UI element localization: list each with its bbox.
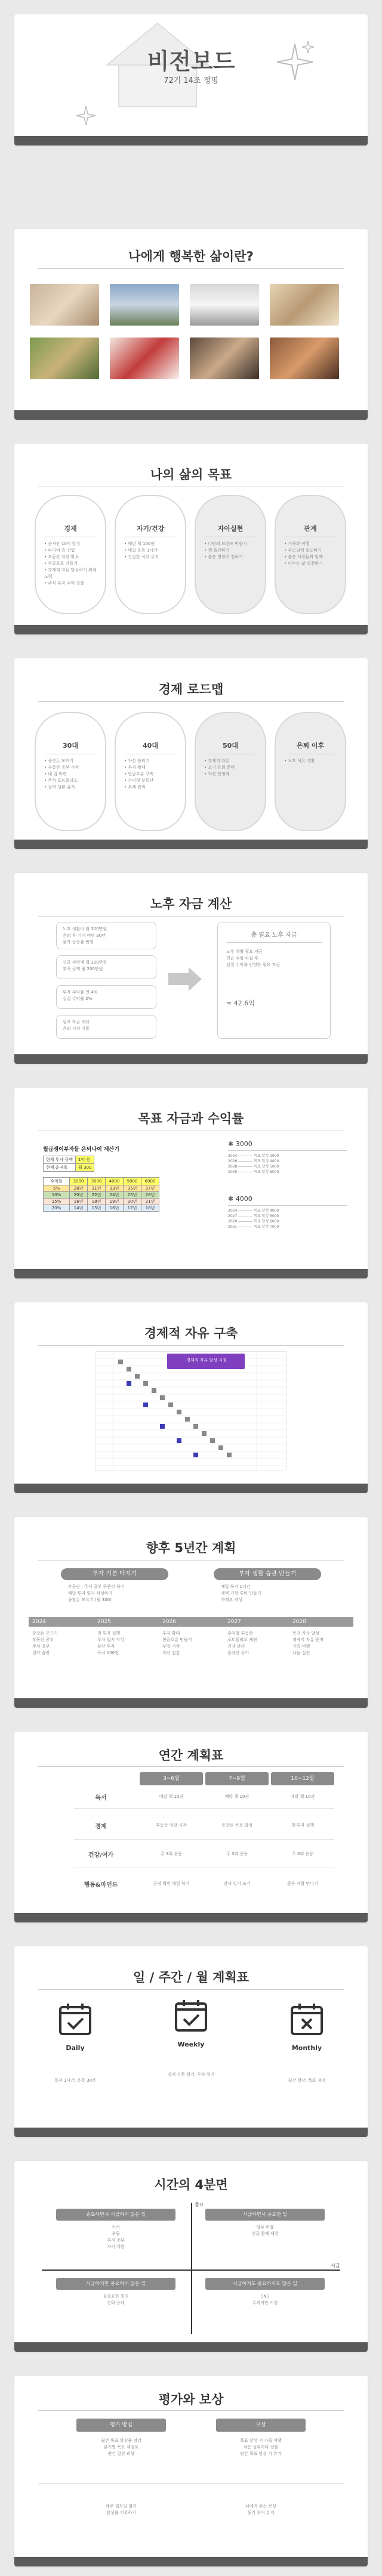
quadrant-slide [14, 2161, 368, 2352]
daily-label: Daily [66, 2044, 85, 2052]
cover-subtitle: 72기 14조 정명 [164, 76, 218, 85]
reward-bottom-left: 매주 일요일 평가 달성률 기록하기 [106, 2504, 137, 2515]
retire-input-box: 투자 수익률 연 4% 실질 수익률 2% [56, 985, 156, 1009]
happy-slide [14, 229, 368, 420]
roadmap-card-retire: 은퇴 이후 • 노후 여유 생활 [275, 712, 346, 831]
divider [38, 1989, 344, 1990]
col-header: 10~12월 [271, 1772, 334, 1785]
car-photo [190, 284, 259, 326]
schedule-slide: 일 / 주간 / 월 계획표 Daily Weekly Monthly 독서 1시간, 운동 30분 경제 신문 읽기, 투자 일지 월간 결산, 목표 점검 [14, 1946, 368, 2137]
retire-slide [14, 873, 368, 1064]
year-2024: 2024 종잣돈 모으기 부동산 공부 주식 공부 절약 습관 [32, 1619, 58, 1655]
divider [38, 916, 344, 917]
goal-card-self: 자아실현 • 나만의 브랜드 만들기 • 책 출간하기 • 좋은 영향력 전하기 [195, 495, 266, 614]
plan-chip-invest: 투자 기본 다지기 [61, 1568, 168, 1580]
rate-slide [14, 1088, 368, 1278]
section-title: 나에게 행복한 삶이란? [128, 249, 254, 264]
row-label: 독서 [95, 1795, 107, 1801]
q2-items: 업무 마감 긴급 문제 해결 [251, 2225, 279, 2236]
retire-input-box: 필요 자금 계산 은퇴 시점 기준 [56, 1015, 156, 1039]
goal-card-economy: 경제 • 순자산 10억 달성 • 파이어 족 진입 • 부동산 자산 확보 • 현금흐름 만들기 • 경제적 자유 달성하기 위해 노력 • 주식 투자 수익 창출 [35, 495, 106, 614]
y-axis [191, 2203, 192, 2334]
result-value: ≈ 42.6억 [226, 999, 255, 1007]
row-label: 건강/여가 [88, 1852, 114, 1859]
nature-photo [30, 338, 99, 379]
year-2026: 2026 투자 확대 현금흐름 만들기 부업 시작 자산 점검 [162, 1619, 192, 1655]
row-label: 경제 [95, 1823, 107, 1830]
reward-chip-reward: 보상 [216, 2419, 306, 2432]
year-2028: 2028 목표 자산 달성 경제적 자유 준비 가족 여행 나눔 실천 [292, 1619, 324, 1655]
cover-title: 비전보드 [147, 48, 235, 75]
goal-card-health: 자기/건강 • 매년 책 100권 • 매일 운동 1시간 • 건강한 식단 유지 [115, 495, 186, 614]
roadmap-card-40s: 40대 • 자산 불리기 • 투자 확대 • 현금흐름 구축 • 수익형 부동산 • 부채 관리 [115, 712, 186, 831]
footer-bar [14, 2557, 368, 2566]
section-title: 목표 자금과 수익률 [138, 1111, 244, 1126]
reward-bottom-right: 나에게 주는 보상 동기 부여 유지 [245, 2504, 276, 2515]
y-axis-label: 중요 [195, 2202, 204, 2207]
section-title: 시간의 4분면 [154, 2178, 228, 2192]
sparkle-icon [74, 104, 98, 128]
quadrant-chip: 시급하지만 중요하지 않은 일 [56, 2278, 175, 2290]
reward-chip-eval: 평가 방법 [76, 2419, 166, 2432]
footer-bar [14, 840, 368, 849]
footer-bar [14, 625, 368, 634]
divider [38, 268, 344, 269]
retire-input-box: 연금 수령액 월 100만원 부족 금액 월 200만원 [56, 955, 156, 979]
col-header: 3~6월 [140, 1772, 203, 1785]
footer-bar [14, 1913, 368, 1922]
rate-table: 수익률 2000 3000 4000 5000 6000 5% 28년 31년 33년 35년 37년 10% 20년 22년 24년 25년 26년 15% 16년 18년 19년 20년 21년 20% 14년 15년 16년 17년 18년 [43, 1177, 159, 1212]
calendar-check-icon [173, 1998, 209, 2033]
section-title: 향후 5년간 계획 [146, 1541, 236, 1555]
divider [38, 2410, 344, 2411]
quadrant-chip: 중요하면서 시급하지 않은 일 [56, 2209, 175, 2221]
arrow-right-icon [168, 967, 202, 991]
people-photo [190, 338, 259, 379]
footer-bar [14, 1698, 368, 1708]
footer-bar [14, 136, 368, 145]
input-table: 현재 투자 금액 1억 원 현재 순저축 월 300 [43, 1156, 94, 1172]
footer-bar [14, 1484, 368, 1493]
freedom-slide [14, 1302, 368, 1493]
meal-photo [270, 338, 339, 379]
travel-photo [110, 284, 179, 326]
plan-right-lines: 매일 독서 1시간 새벽 기상 루틴 만들기 가계부 작성 [221, 1584, 261, 1602]
target-3000: ✱ 3000 2024 ———— 목표 달성 3000 2026 ———— 목표 달성 4000 2028 ———— 목표 달성 5000 2030 ———— 목표 달성 6000 [228, 1140, 347, 1175]
family-photo [30, 284, 99, 326]
divider [38, 1766, 344, 1767]
roadmap-slide [14, 658, 368, 849]
reward-slide [14, 2376, 368, 2566]
section-title: 나의 삶의 목표 [150, 467, 232, 482]
plan-chip-habit: 부자 생활 습관 만들기 [214, 1568, 321, 1580]
retire-result-box: 총 필요 노후 자금 노후 생활 필요 자금 연금 수령 차감 후 실질 수익률 반영한 필요 자금 ≈ 42.6억 [217, 922, 331, 1039]
result-title: 총 필요 노후 자금 [251, 932, 297, 939]
retire-input-box: 노후 생활비 월 300만원 은퇴 후 기대 여명 30년 물가 상승률 반영 [56, 922, 156, 949]
divider [38, 1345, 344, 1346]
reward-right-lines: 목표 달성 시 가족 여행 작은 성취마다 선물 연간 목표 달성 시 휴가 [240, 2438, 282, 2456]
section-title: 일 / 주간 / 월 계획표 [133, 1970, 249, 1984]
section-title: 평가와 보상 [158, 2392, 224, 2407]
col-header: 7~9월 [205, 1772, 269, 1785]
roadmap-card-50s: 50대 • 경제적 자유 • 조기 은퇴 준비 • 자산 안정화 [195, 712, 266, 831]
annual-slide: 연간 계획표 3~6월 7~9월 10~12월 독서 매달 책 10권 매달 책 10권 매달 책 10권 경제 부동산 임장 시작 종잣돈 목표 달성 첫 투자 실행 건강/여가 주 3회 운동 주 3회 운동 주 3회 운동 행동&마인드 긍정 확언 매일 하기 감사 일기 쓰기 좋은 사람 만나기 [14, 1732, 368, 1922]
plan-left-lines: 부동산 · 주식 공부 꾸준히 하기 매달 투자 일지 작성하기 종잣돈 모으기 (월 300) [68, 1584, 125, 1602]
house-photo [270, 284, 339, 326]
reward-left-lines: 월간 목표 달성률 점검 분기별 목표 재검토 연간 결산 리뷰 [101, 2438, 141, 2456]
x-axis-label: 시급 [331, 2263, 340, 2268]
q4-items: SNS 무의미한 시청 [252, 2294, 278, 2305]
goal-card-relation: 관계 • 가족과 여행 • 부모님께 효도하기 • 좋은 사람들과 함께 • 나누는 삶 실천하기 [275, 495, 346, 614]
row-label: 행동&마인드 [84, 1882, 118, 1888]
calendar-check-icon [57, 2001, 93, 2037]
quadrant-chip: 시급하지도 중요하지도 않은 일 [205, 2278, 325, 2290]
section-title: 연간 계획표 [158, 1748, 224, 1763]
target-4000: ✱ 4000 2024 ———— 목표 달성 4000 2027 ———— 목표 달성 5000 2029 ———— 목표 달성 6000 2031 ———— 목표 달성 7000 [228, 1195, 347, 1230]
weekly-label: Weekly [177, 2041, 205, 2048]
section-title: 노후 자금 계산 [150, 897, 232, 911]
footer-bar [14, 2342, 368, 2352]
section-title: 경제 로드맵 [158, 682, 224, 696]
section-title: 경제적 자유 구축 [144, 1326, 238, 1340]
q3-items: 불필요한 회의 전화 응대 [103, 2294, 129, 2305]
plan5-slide [14, 1517, 368, 1708]
food-photo [110, 338, 179, 379]
year-2025: 2025 첫 투자 실행 투자 일지 작성 분산 투자 독서 100권 [97, 1619, 125, 1655]
goals-slide [14, 444, 368, 634]
footer-bar [14, 410, 368, 420]
footer-bar [14, 2128, 368, 2137]
divider [38, 1560, 344, 1561]
quadrant-chip: 시급하면서 중요한 일 [205, 2209, 325, 2221]
monthly-label: Monthly [291, 2044, 322, 2052]
sparkle-icon [271, 38, 319, 86]
cover-slide [14, 14, 368, 145]
footer-bar [14, 1054, 368, 1064]
freedom-grid-sheet [96, 1351, 286, 1470]
year-2027: 2027 수익형 부동산 포트폴리오 재편 건강 관리 순자산 증가 [227, 1619, 257, 1655]
footer-bar [14, 1269, 368, 1278]
calendar-x-icon [289, 2001, 325, 2037]
roadmap-card-30s: 30대 • 종잣돈 모으기 • 부동산 공부 시작 • 내 집 마련 • 주식 포트폴리오 • 절약 생활 유지 [35, 712, 106, 831]
q1-items: 독서 운동 투자 공부 자기 계발 [107, 2225, 125, 2249]
divider [38, 701, 344, 702]
sheet-title: 월급쟁이부자들 은퇴나이 계산기 [43, 1147, 119, 1153]
freedom-callout: 경제적 자유 달성 시점 [186, 1358, 227, 1363]
x-axis [42, 2270, 340, 2271]
